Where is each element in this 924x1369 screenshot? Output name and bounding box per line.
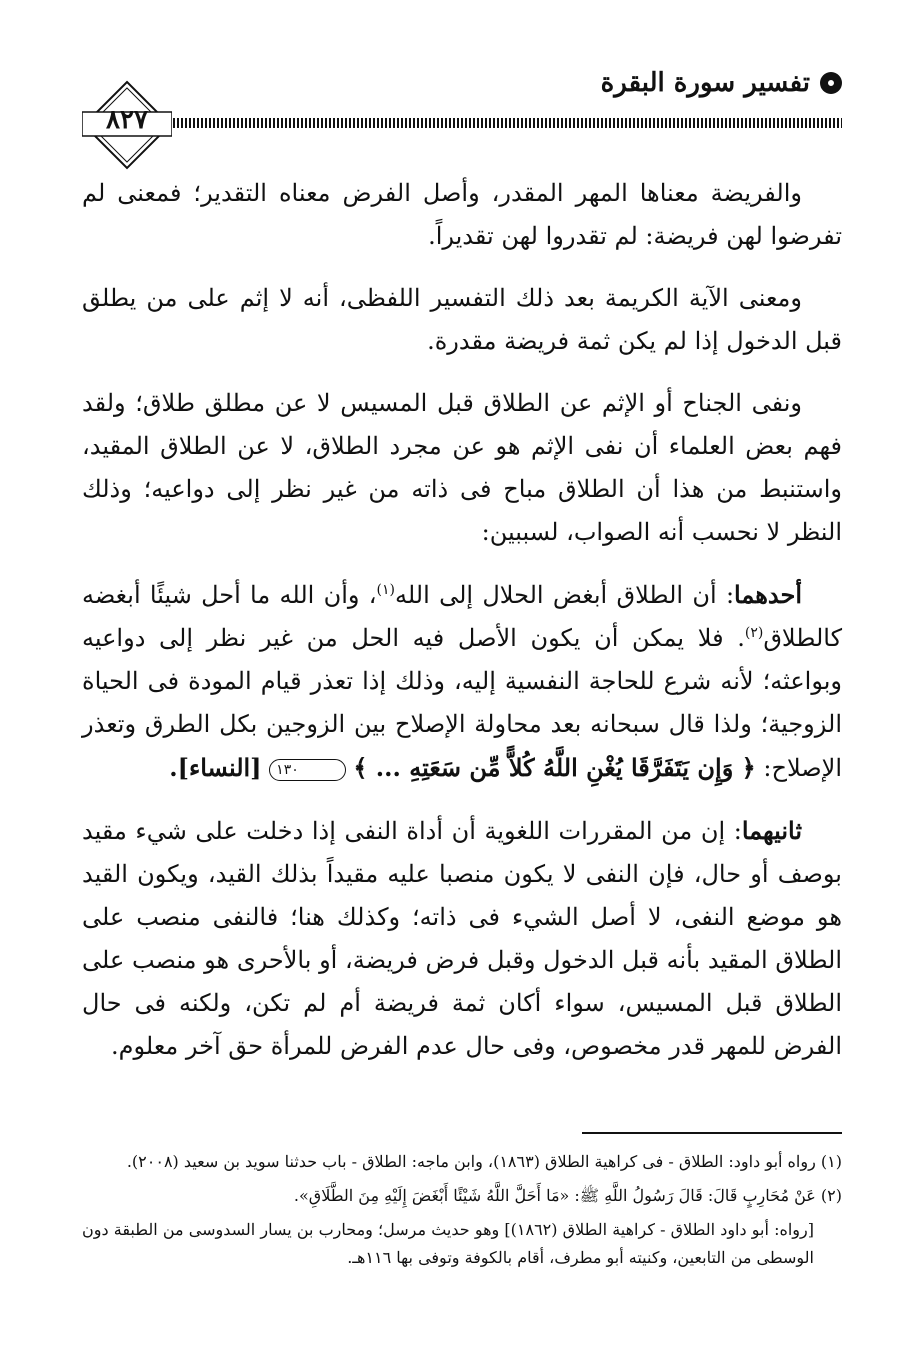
ayah-number: ١٣٠ xyxy=(269,759,346,781)
footnote-1: (١) رواه أبو داود: الطلاق - فى كراهية الطلاق (١٨٦٣)، وابن ماجه: الطلاق - باب حدثنا سويد بن سعيد (٢٠٠٨). xyxy=(126,1152,842,1171)
surah-reference: [النساء]. xyxy=(169,753,262,782)
header-rule xyxy=(165,118,842,128)
footnotes xyxy=(82,1148,842,1272)
footnote-ref-2[interactable]: (٢) xyxy=(744,625,764,641)
second-reason-lead: ثانيهما xyxy=(741,816,802,845)
main-text xyxy=(82,172,842,1087)
first-reason-part3: . فلا يمكن أن يكون الأصل فيه الحل من غير نظر إلى دواعيه وبواعثه؛ لأنه شرع للحاجة النفسية إليه، وذلك إذا تعذر قيام المودة فى الحياة الزوجية؛ ولذا قال سبحانه بعد محاولة الإصلاح بين الزوجين بكل الطرق وتعذر الإصلاح: xyxy=(82,624,842,782)
paragraph-definition: والفريضة معناها المهر المقدر، وأصل الفرض معناه التقدير؛ فمعنى لم تفرضوا لهن فريضة: لم تقدروا لهن تقديراً. xyxy=(82,179,842,250)
header-title-text: تفسير سورة البقرة xyxy=(600,68,810,98)
quran-verse: ﴿ وَإِن يَتَفَرَّقَا يُغْنِ اللَّهُ كُلاًّ مِّن سَعَتِهِ ... ﴾ xyxy=(353,753,756,782)
footnote-2: (٢) عَنْ مُحَارِبٍ قَالَ: قَالَ رَسُولُ اللَّهِ ﷺ: «مَا أَحَلَّ اللَّهُ شَيْئًا أَبْغَضَ إِلَيْهِ مِنَ الطَّلَاقِ». xyxy=(293,1186,842,1205)
footnote-divider xyxy=(582,1132,842,1134)
paragraph-meaning: ومعنى الآية الكريمة بعد ذلك التفسير اللفظى، أنه لا إثم على من يطلق قبل الدخول إذا لم يكن ثمة فريضة مقدرة. xyxy=(82,284,842,355)
paragraph-second-reason xyxy=(82,809,842,1068)
footnote-ref-1[interactable]: (١) xyxy=(376,582,395,598)
first-reason-part2: ، وأن الله ما أحل شيئًا أبغضه كالطلاق xyxy=(82,581,842,652)
page-number: ٨٢٧ xyxy=(106,105,148,135)
running-header xyxy=(601,68,842,98)
second-reason-text: : إن من المقررات اللغوية أن أداة النفى إذا دخلت على شيء مقيد بوصف أو حال، فإن النفى لا يكون منصبا عليه مقيداً بذلك القيد، ويكون القيد هو موضع النفى، لا أصل الشيء فى ذاته؛ وكذلك هنا؛ فالنفى منصب على الطلاق المقيد بأنه قبل الدخول وقبل فرض فريضة، أو بالأحرى هو منصب على الطلاق قبل المسيس، سواء أكان ثمة فريضة أم لم تكن، ولكنه فى حال الفرض للمهر قدر مخصوص، وفى حال عدم الفرض للمرأة حق آخر معلوم. xyxy=(82,817,842,1060)
first-reason-lead: أحدهما xyxy=(734,580,802,609)
flower-ornament-icon xyxy=(820,72,842,94)
first-reason-part1: : أن الطلاق أبغض الحلال إلى الله xyxy=(394,581,735,609)
footnote-2-source: [رواه: أبو داود الطلاق - كراهية الطلاق (١٨٦٢)] وهو حديث مرسل؛ ومحارب بن يسار السدوسى من الطبقة دون الوسطى من التابعين، وكنيته أبو مطرف، أقام بالكوفة وتوفى بها ١١٦هـ. xyxy=(82,1220,815,1267)
paragraph-negation: ونفى الجناح أو الإثم عن الطلاق قبل المسيس لا عن مطلق طلاق؛ ولقد فهم بعض العلماء أن نفى الإثم هو عن مجرد الطلاق، لا عن الطلاق المقيد، واستنبط من هذا أن الطلاق مباح فى ذاته من غير نظر إلى دواعيه؛ وذلك النظر لا نحسب أنه الصواب، لسببين: xyxy=(82,389,842,546)
paragraph-first-reason xyxy=(82,573,842,790)
